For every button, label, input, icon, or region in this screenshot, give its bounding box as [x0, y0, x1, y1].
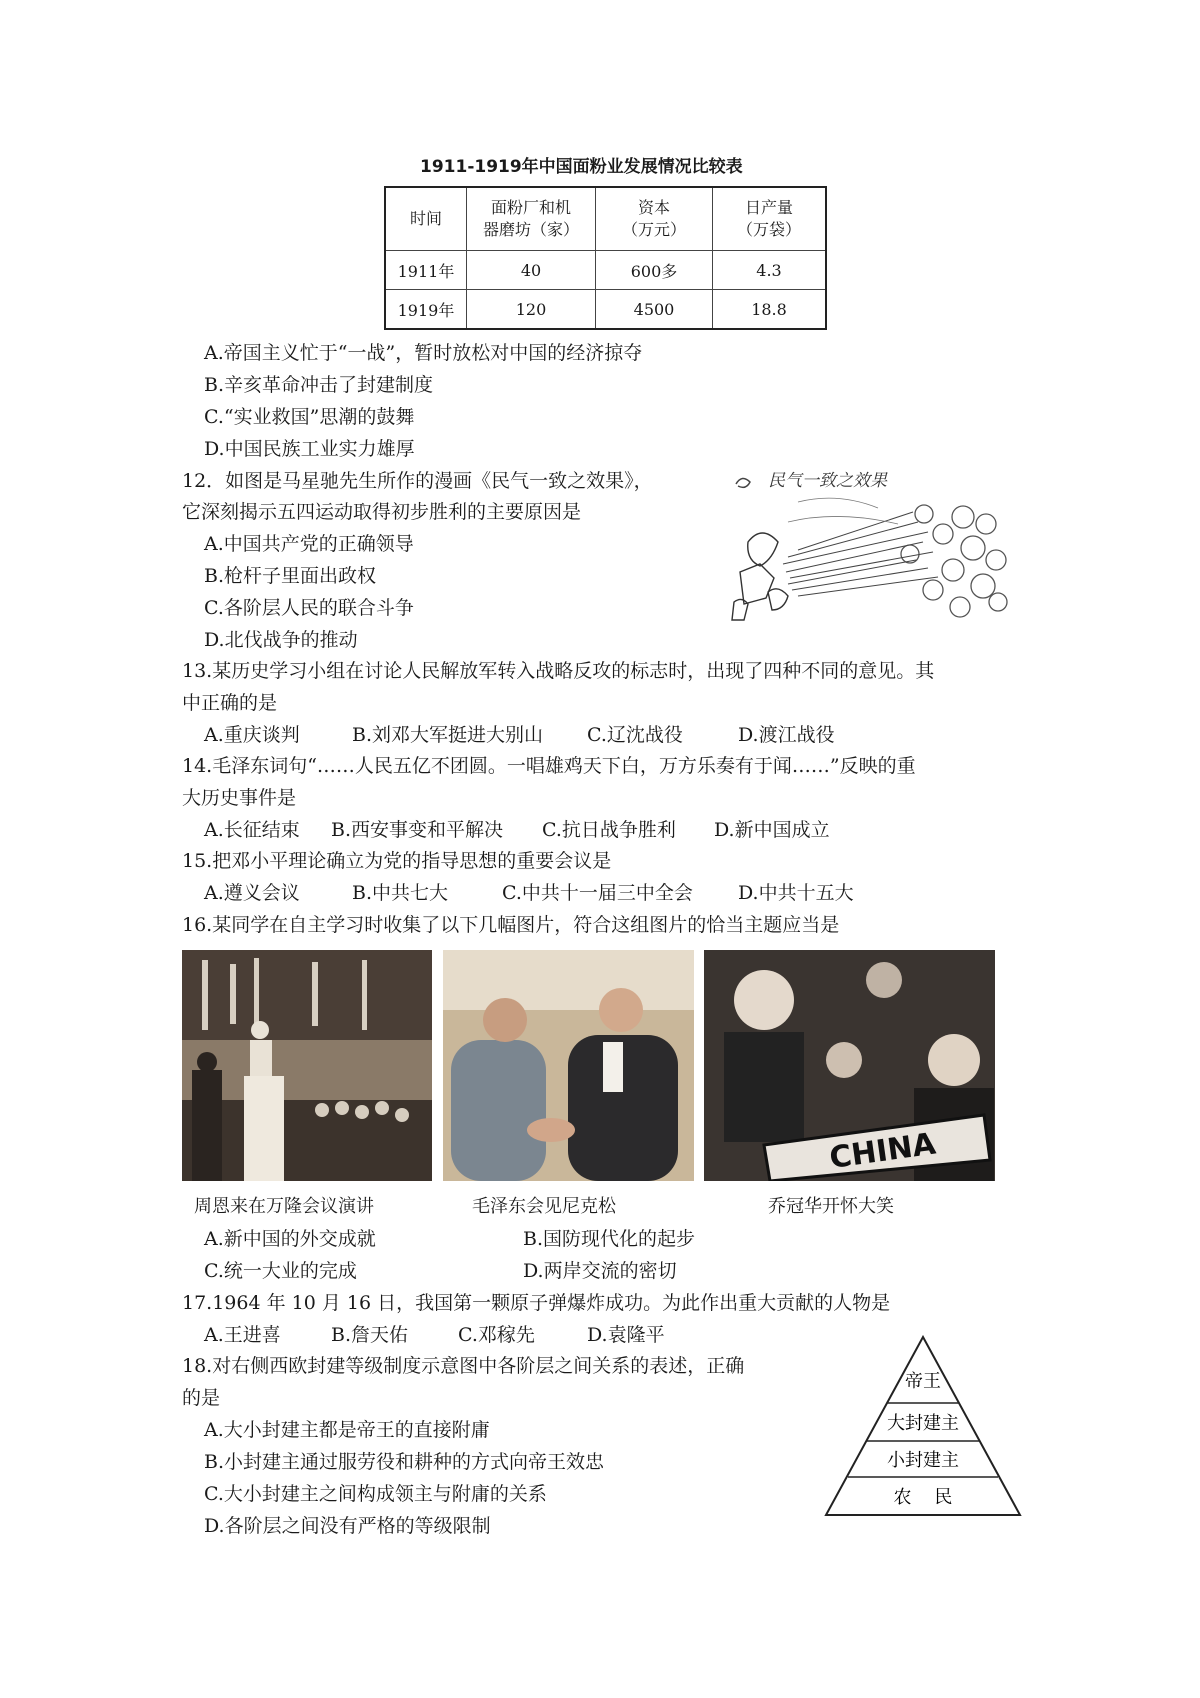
q17-option-c: C.邓稼先: [458, 1324, 535, 1346]
q13-option-c: C.辽沈战役: [587, 724, 683, 746]
q18-option-b: B.小封建主通过服劳役和耕种的方式向帝王效忠: [204, 1451, 605, 1473]
header-capital-line1: 资本: [637, 198, 670, 217]
photo-mao-nixon: [443, 950, 694, 1181]
q14-stem-line1: 14.毛泽东词句“……人民五亿不团圆。一唱雄鸡天下白，万方乐奏有于闻……”反映的重: [182, 755, 916, 777]
q11-option-d: D.中国民族工业实力雄厚: [204, 438, 415, 460]
header-output: [713, 187, 827, 251]
q12-stem-line1: 12．如图是马星驰先生所作的漫画《民气一致之效果》，: [182, 470, 653, 492]
cell-year: 1919年: [385, 290, 467, 330]
q14-option-b: B.西安事变和平解决: [331, 819, 504, 841]
q12-stem-line2: 它深刻揭示五四运动取得初步胜利的主要原因是: [182, 501, 582, 523]
cartoon-caption: 民气一致之效果: [768, 471, 887, 491]
q18-stem-line2: 的是: [182, 1387, 221, 1409]
cell-mills: 40: [467, 251, 596, 290]
q13-stem-line1: 13.某历史学习小组在讨论人民解放军转入战略反攻的标志时，出现了四种不同的意见。其: [182, 660, 935, 682]
pyramid-level-peasants: 农 民: [893, 1487, 953, 1508]
pyramid-level-great-lords: 大封建主: [887, 1413, 959, 1434]
table-title: 1911-1919年中国面粉业发展情况比较表: [420, 157, 743, 177]
q13-option-a: A.重庆谈判: [204, 724, 300, 746]
flour-industry-table: [384, 186, 827, 330]
cartoon-image: [728, 462, 1010, 624]
table-header-row: [385, 187, 826, 251]
pyramid-level-emperor: 帝王: [905, 1371, 941, 1392]
cell-year: 1911年: [385, 251, 467, 290]
q16-option-d: D.两岸交流的密切: [523, 1260, 677, 1282]
header-mills: [467, 187, 596, 251]
cell-output: 18.8: [713, 290, 827, 330]
q14-option-d: D.新中国成立: [714, 819, 830, 841]
header-capital: [596, 187, 713, 251]
photo-zhou-enlai-bandung: [182, 950, 432, 1181]
q14-option-a: A.长征结束: [204, 819, 300, 841]
q18-option-a: A.大小封建主都是帝王的直接附庸: [204, 1419, 490, 1441]
cell-capital: 4500: [596, 290, 713, 330]
feudal-hierarchy-pyramid: [824, 1335, 1022, 1517]
header-output-line1: 日产量: [744, 198, 793, 217]
q15-option-b: B.中共七大: [352, 882, 449, 904]
q16-option-b: B.国防现代化的起步: [523, 1228, 696, 1250]
photo-sign-text: CHINA: [827, 1126, 938, 1177]
photo-caption-2: 毛泽东会见尼克松: [472, 1196, 616, 1217]
q16-option-c: C.统一大业的完成: [204, 1260, 357, 1282]
table-row: [385, 290, 826, 330]
cell-mills: 120: [467, 290, 596, 330]
q17-stem: 17.1964 年 10 月 16 日，我国第一颗原子弹爆炸成功。为此作出重大贡献的人物是: [182, 1292, 891, 1314]
photo-caption-3: 乔冠华开怀大笑: [768, 1196, 894, 1217]
q13-option-d: D.渡江战役: [738, 724, 835, 746]
cell-capital: 600多: [596, 251, 713, 290]
q13-stem-line2: 中正确的是: [182, 692, 278, 714]
q16-option-a: A.新中国的外交成就: [204, 1228, 376, 1250]
header-time: 时间: [385, 187, 467, 251]
q18-option-d: D.各阶层之间没有严格的等级限制: [204, 1515, 491, 1537]
photo-caption-1: 周恩来在万隆会议演讲: [194, 1196, 374, 1217]
q18-option-c: C.大小封建主之间构成领主与附庸的关系: [204, 1483, 547, 1505]
q15-option-d: D.中共十五大: [738, 882, 854, 904]
q14-option-c: C.抗日战争胜利: [542, 819, 676, 841]
header-output-line2: （万袋）: [736, 220, 801, 239]
q11-option-c: C.“实业救国”思潮的鼓舞: [204, 406, 415, 428]
photo-qiao-guanhua-laughing: [704, 950, 995, 1181]
header-mills-line2: 器磨坊（家）: [482, 220, 579, 239]
cell-output: 4.3: [713, 251, 827, 290]
q17-option-a: A.王进喜: [204, 1324, 281, 1346]
pyramid-level-lesser-lords: 小封建主: [887, 1450, 959, 1471]
q12-option-a: A.中国共产党的正确领导: [204, 533, 414, 555]
q15-option-a: A.遵义会议: [204, 882, 300, 904]
q11-option-a: A.帝国主义忙于“一战”，暂时放松对中国的经济掠夺: [204, 342, 643, 364]
q17-option-b: B.詹天佑: [331, 1324, 409, 1346]
header-capital-line2: （万元）: [621, 220, 686, 239]
q12-option-b: B.枪杆子里面出政权: [204, 565, 377, 587]
q15-stem: 15.把邓小平理论确立为党的指导思想的重要会议是: [182, 850, 612, 872]
q13-option-b: B.刘邓大军挺进大别山: [352, 724, 544, 746]
q15-option-c: C.中共十一届三中全会: [502, 882, 693, 904]
table-row: [385, 251, 826, 290]
q16-stem: 16.某同学在自主学习时收集了以下几幅图片，符合这组图片的恰当主题应当是: [182, 914, 840, 936]
q12-option-c: C.各阶层人民的联合斗争: [204, 597, 414, 619]
q17-option-d: D.袁隆平: [587, 1324, 665, 1346]
q14-stem-line2: 大历史事件是: [182, 787, 297, 809]
q12-option-d: D.北伐战争的推动: [204, 629, 358, 651]
q11-option-b: B.辛亥革命冲击了封建制度: [204, 374, 434, 396]
q18-stem-line1: 18.对右侧西欧封建等级制度示意图中各阶层之间关系的表述，正确: [182, 1355, 745, 1377]
header-mills-line1: 面粉厂和机: [490, 198, 571, 217]
